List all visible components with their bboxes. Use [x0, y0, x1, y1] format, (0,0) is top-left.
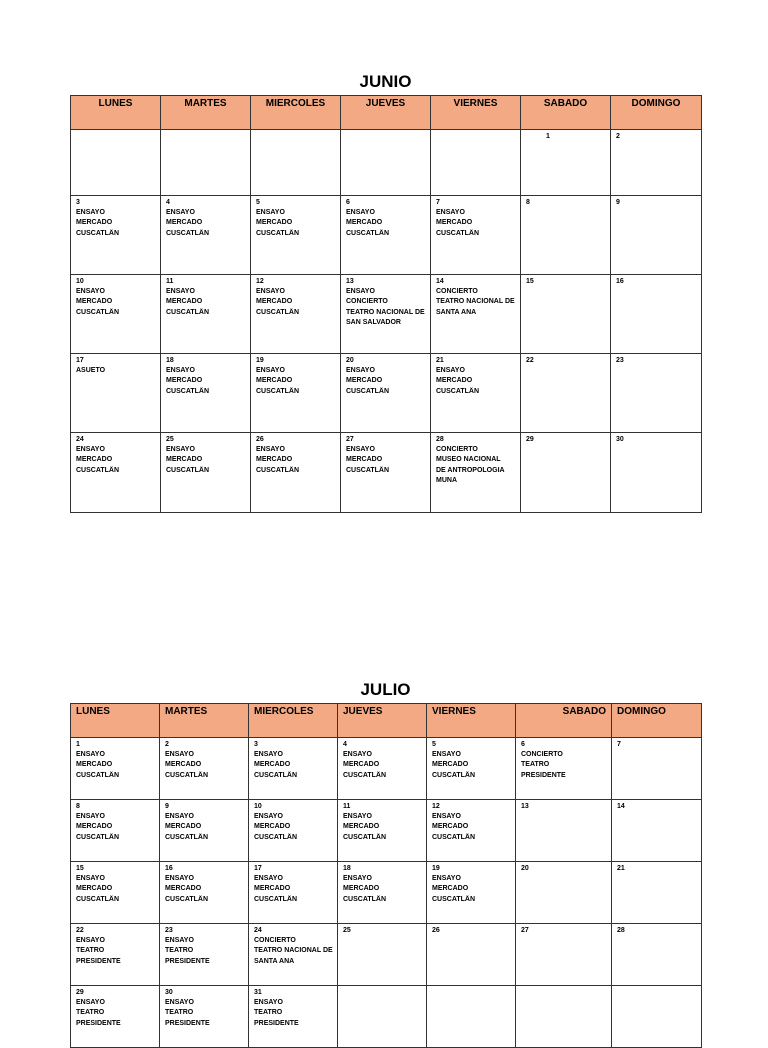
event-text: SAN SALVADOR	[346, 318, 401, 326]
day-number: 19	[256, 357, 264, 364]
event-text: CUSCATLÂN	[432, 895, 476, 903]
day-cell	[611, 275, 702, 354]
day-number: 22	[76, 927, 84, 934]
event-text: SANTA ANA	[436, 308, 477, 316]
weekday-header: DOMINGO	[611, 96, 702, 130]
day-cell	[338, 738, 427, 800]
event-text: MERCADO	[346, 377, 383, 385]
weekday-header: MIERCOLES	[251, 96, 341, 130]
event-text: ASUETO	[76, 367, 106, 374]
day-number: 13	[346, 278, 354, 285]
day-number: 10	[76, 278, 84, 285]
day-number: 17	[254, 865, 262, 872]
event-text: CUSCATLÂN	[343, 771, 387, 779]
event-text: MERCADO	[256, 219, 293, 227]
day-cell	[341, 433, 431, 513]
day-number: 17	[76, 357, 84, 364]
day-cell	[251, 433, 341, 513]
day-cell	[338, 800, 427, 862]
day-number: 18	[166, 357, 174, 364]
day-number: 28	[617, 927, 625, 934]
day-number: 16	[165, 865, 173, 872]
event-text: MERCADO	[76, 456, 113, 464]
event-text: CUSCATLÂN	[256, 387, 300, 395]
event-text: ENSAYO	[165, 937, 194, 944]
event-text: CUSCATLÂN	[76, 466, 120, 474]
day-number: 3	[76, 199, 80, 206]
event-text: TEATRO	[76, 1009, 105, 1017]
event-text: PRESIDENTE	[165, 957, 210, 965]
month-title: JULIO	[360, 680, 411, 699]
day-number: 11	[166, 278, 174, 285]
event-text: MUNA	[436, 476, 457, 484]
event-text: MERCADO	[76, 823, 113, 831]
event-text: CUSCATLÂN	[256, 308, 300, 316]
day-number: 24	[254, 927, 262, 934]
event-text: ENSAYO	[254, 999, 283, 1006]
week-row	[71, 924, 702, 986]
day-number: 6	[346, 199, 350, 206]
event-text: ENSAYO	[76, 288, 105, 295]
event-text: MERCADO	[165, 885, 202, 893]
event-text: MERCADO	[346, 219, 383, 227]
day-cell	[249, 800, 338, 862]
day-cell	[427, 924, 516, 986]
week-row	[71, 986, 702, 1048]
weekday-header: LUNES	[71, 96, 161, 130]
event-text: MERCADO	[76, 298, 113, 306]
event-text: CUSCATLÂN	[343, 833, 387, 841]
day-cell	[516, 862, 612, 924]
day-cell	[251, 130, 341, 196]
day-number: 10	[254, 803, 262, 810]
day-cell	[611, 130, 702, 196]
day-number: 25	[166, 436, 174, 443]
event-text: ENSAYO	[346, 209, 375, 216]
weekday-header: MIERCOLES	[249, 704, 338, 738]
event-text: MERCADO	[254, 885, 291, 893]
day-cell	[612, 862, 702, 924]
event-text: MERCADO	[76, 761, 113, 769]
event-text: ENSAYO	[432, 875, 461, 882]
day-cell	[612, 986, 702, 1048]
day-cell	[341, 130, 431, 196]
event-text: MERCADO	[436, 219, 473, 227]
event-text: MERCADO	[256, 456, 293, 464]
day-cell	[611, 196, 702, 275]
day-cell	[71, 275, 161, 354]
day-cell	[71, 130, 161, 196]
event-text: PRESIDENTE	[521, 771, 566, 779]
event-text: MERCADO	[432, 761, 469, 769]
day-number: 14	[617, 803, 625, 810]
month-julio	[70, 680, 701, 1027]
day-number: 16	[616, 278, 624, 285]
week-row	[71, 275, 702, 354]
event-text: ENSAYO	[166, 367, 195, 374]
event-text: CUSCATLÂN	[256, 229, 300, 237]
day-cell	[251, 275, 341, 354]
event-text: PRESIDENTE	[76, 957, 121, 965]
day-number: 27	[521, 927, 529, 934]
event-text: CUSCATLÂN	[436, 229, 480, 237]
day-number: 1	[546, 133, 550, 140]
event-text: CUSCATLÂN	[254, 771, 298, 779]
event-text: ENSAYO	[76, 999, 105, 1006]
day-number: 4	[166, 199, 170, 206]
event-text: ENSAYO	[436, 367, 465, 374]
day-number: 5	[256, 199, 260, 206]
event-text: CUSCATLÂN	[166, 308, 210, 316]
week-row	[71, 354, 702, 433]
day-number: 29	[76, 989, 84, 996]
day-number: 5	[432, 741, 436, 748]
event-text: CONCIERTO	[254, 937, 296, 944]
day-number: 27	[346, 436, 354, 443]
event-text: TEATRO NACIONAL DE	[346, 308, 425, 316]
event-text: ENSAYO	[76, 751, 105, 758]
event-text: CUSCATLÂN	[343, 895, 387, 903]
event-text: MERCADO	[256, 298, 293, 306]
day-cell	[338, 986, 427, 1048]
day-cell	[249, 924, 338, 986]
day-number: 23	[616, 357, 624, 364]
event-text: CUSCATLÂN	[165, 895, 209, 903]
day-number: 1	[76, 741, 80, 748]
event-text: PRESIDENTE	[76, 1019, 121, 1027]
header-row	[71, 704, 702, 738]
day-cell	[71, 738, 160, 800]
day-cell	[521, 130, 611, 196]
day-cell	[71, 986, 160, 1048]
event-text: MERCADO	[76, 885, 113, 893]
event-text: ENSAYO	[76, 937, 105, 944]
day-number: 15	[76, 865, 84, 872]
event-text: ENSAYO	[254, 813, 283, 820]
event-text: ENSAYO	[343, 875, 372, 882]
week-row	[71, 738, 702, 800]
week-row	[71, 130, 702, 196]
event-text: ENSAYO	[165, 751, 194, 758]
day-number: 21	[436, 357, 444, 364]
day-cell	[338, 924, 427, 986]
event-text: PRESIDENTE	[165, 1019, 210, 1027]
day-number: 8	[76, 803, 80, 810]
event-text: TEATRO NACIONAL DE	[436, 298, 515, 306]
event-text: ENSAYO	[254, 751, 283, 758]
day-cell	[516, 986, 612, 1048]
month-junio	[70, 72, 701, 516]
event-text: CUSCATLÂN	[76, 308, 120, 316]
day-cell	[71, 800, 160, 862]
day-number: 12	[432, 803, 440, 810]
event-text: ENSAYO	[346, 367, 375, 374]
day-number: 29	[526, 436, 534, 443]
weekday-header: VIERNES	[431, 96, 521, 130]
event-text: MERCADO	[166, 219, 203, 227]
event-text: SANTA ANA	[254, 957, 295, 965]
weekday-header: VIERNES	[427, 704, 516, 738]
day-number: 7	[617, 741, 621, 748]
day-number: 31	[254, 989, 262, 996]
day-cell	[161, 275, 251, 354]
event-text: MERCADO	[432, 823, 469, 831]
event-text: CUSCATLÂN	[76, 771, 120, 779]
day-cell	[341, 196, 431, 275]
event-text: CUSCATLÂN	[166, 229, 210, 237]
day-number: 14	[436, 278, 444, 285]
day-number: 23	[165, 927, 173, 934]
day-number: 24	[76, 436, 84, 443]
day-number: 26	[256, 436, 264, 443]
day-cell	[521, 196, 611, 275]
day-cell	[431, 354, 521, 433]
event-text: CUSCATLÂN	[165, 771, 209, 779]
week-row	[71, 800, 702, 862]
event-text: ENSAYO	[436, 209, 465, 216]
event-text: MERCADO	[343, 885, 380, 893]
event-text: ENSAYO	[256, 367, 285, 374]
day-cell	[427, 862, 516, 924]
event-text: MERCADO	[166, 377, 203, 385]
event-text: ENSAYO	[165, 999, 194, 1006]
event-text: MERCADO	[436, 377, 473, 385]
event-text: CUSCATLÂN	[432, 833, 476, 841]
day-cell	[516, 800, 612, 862]
event-text: CUSCATLÂN	[254, 833, 298, 841]
day-number: 6	[521, 741, 525, 748]
event-text: TEATRO	[521, 761, 550, 769]
day-number: 25	[343, 927, 351, 934]
day-cell	[160, 986, 249, 1048]
month-title: JUNIO	[359, 72, 412, 91]
day-cell	[611, 433, 702, 513]
day-number: 12	[256, 278, 264, 285]
day-cell	[161, 354, 251, 433]
day-number: 28	[436, 436, 444, 443]
day-number: 18	[343, 865, 351, 872]
event-text: MERCADO	[76, 219, 113, 227]
day-number: 11	[343, 803, 351, 810]
day-cell	[341, 354, 431, 433]
event-text: CONCIERTO	[521, 751, 563, 758]
day-cell	[160, 800, 249, 862]
day-cell	[251, 196, 341, 275]
event-text: MERCADO	[346, 456, 383, 464]
event-text: CUSCATLÂN	[432, 771, 476, 779]
event-text: MERCADO	[343, 761, 380, 769]
event-text: ENSAYO	[256, 288, 285, 295]
event-text: ENSAYO	[432, 813, 461, 820]
weekday-header: MARTES	[161, 96, 251, 130]
calendar-table	[70, 95, 702, 513]
day-number: 7	[436, 199, 440, 206]
event-text: ENSAYO	[254, 875, 283, 882]
weekday-header: SABADO	[521, 96, 611, 130]
day-cell	[521, 354, 611, 433]
day-cell	[71, 862, 160, 924]
event-text: MERCADO	[432, 885, 469, 893]
event-text: ENSAYO	[165, 875, 194, 882]
event-text: CUSCATLÂN	[76, 229, 120, 237]
day-number: 13	[521, 803, 529, 810]
day-cell	[249, 738, 338, 800]
day-number: 3	[254, 741, 258, 748]
day-cell	[161, 433, 251, 513]
weekday-header: MARTES	[160, 704, 249, 738]
event-text: CUSCATLÂN	[166, 466, 210, 474]
day-number: 2	[616, 133, 620, 140]
day-number: 9	[616, 199, 620, 206]
day-cell	[160, 924, 249, 986]
day-cell	[249, 862, 338, 924]
day-number: 2	[165, 741, 169, 748]
day-cell	[161, 130, 251, 196]
event-text: CUSCATLÂN	[254, 895, 298, 903]
calendar-table	[70, 703, 702, 1048]
week-row	[71, 196, 702, 275]
event-text: CUSCATLÂN	[346, 229, 390, 237]
event-text: MERCADO	[254, 761, 291, 769]
event-text: TEATRO	[165, 1009, 194, 1017]
day-cell	[431, 196, 521, 275]
day-cell	[431, 130, 521, 196]
event-text: TEATRO	[254, 1009, 283, 1017]
event-text: CONCIERTO	[346, 298, 388, 306]
day-number: 21	[617, 865, 625, 872]
day-number: 15	[526, 278, 534, 285]
day-cell	[427, 800, 516, 862]
event-text: ENSAYO	[165, 813, 194, 820]
weekday-header: JUEVES	[338, 704, 427, 738]
event-text: ENSAYO	[346, 288, 375, 295]
day-cell	[431, 275, 521, 354]
day-cell	[521, 275, 611, 354]
event-text: CUSCATLÂN	[256, 466, 300, 474]
event-text: CUSCATLÂN	[346, 466, 390, 474]
day-cell	[71, 433, 161, 513]
event-text: ENSAYO	[343, 813, 372, 820]
event-text: PRESIDENTE	[254, 1019, 299, 1027]
day-number: 26	[432, 927, 440, 934]
event-text: ENSAYO	[346, 446, 375, 453]
day-cell	[251, 354, 341, 433]
event-text: ENSAYO	[76, 813, 105, 820]
event-text: CUSCATLÂN	[346, 387, 390, 395]
week-row	[71, 433, 702, 513]
event-text: ENSAYO	[432, 751, 461, 758]
week-row	[71, 862, 702, 924]
weekday-header: DOMINGO	[612, 704, 702, 738]
day-cell	[161, 196, 251, 275]
event-text: TEATRO	[165, 947, 194, 955]
day-cell	[160, 738, 249, 800]
event-text: MERCADO	[256, 377, 293, 385]
event-text: MERCADO	[165, 761, 202, 769]
event-text: CUSCATLÂN	[166, 387, 210, 395]
day-cell	[341, 275, 431, 354]
weekday-header: JUEVES	[341, 96, 431, 130]
day-cell	[71, 924, 160, 986]
event-text: MERCADO	[343, 823, 380, 831]
day-number: 30	[616, 436, 624, 443]
day-cell	[431, 433, 521, 513]
day-number: 9	[165, 803, 169, 810]
event-text: ENSAYO	[166, 288, 195, 295]
day-cell	[612, 800, 702, 862]
event-text: CUSCATLÂN	[436, 387, 480, 395]
weekday-header: SABADO	[516, 704, 612, 738]
event-text: ENSAYO	[166, 209, 195, 216]
event-text: MERCADO	[165, 823, 202, 831]
day-number: 8	[526, 199, 530, 206]
day-cell	[612, 738, 702, 800]
day-cell	[516, 924, 612, 986]
event-text: TEATRO	[76, 947, 105, 955]
event-text: CONCIERTO	[436, 446, 478, 453]
day-number: 30	[165, 989, 173, 996]
event-text: ENSAYO	[166, 446, 195, 453]
day-cell	[521, 433, 611, 513]
event-text: MERCADO	[254, 823, 291, 831]
event-text: ENSAYO	[256, 209, 285, 216]
day-cell	[71, 354, 161, 433]
event-text: MERCADO	[166, 298, 203, 306]
event-text: MERCADO	[166, 456, 203, 464]
day-cell	[338, 862, 427, 924]
day-number: 20	[346, 357, 354, 364]
event-text: CUSCATLÂN	[165, 833, 209, 841]
event-text: ENSAYO	[76, 875, 105, 882]
day-number: 4	[343, 741, 347, 748]
event-text: ENSAYO	[76, 446, 105, 453]
event-text: CUSCATLÂN	[76, 833, 120, 841]
day-number: 22	[526, 357, 534, 364]
day-cell	[612, 924, 702, 986]
day-cell	[427, 986, 516, 1048]
event-text: CONCIERTO	[436, 288, 478, 295]
day-number: 20	[521, 865, 529, 872]
weekday-header: LUNES	[71, 704, 160, 738]
event-text: MUSEO NACIONAL	[436, 456, 501, 464]
day-cell	[160, 862, 249, 924]
event-text: CUSCATLÂN	[76, 895, 120, 903]
day-number: 19	[432, 865, 440, 872]
event-text: ENSAYO	[256, 446, 285, 453]
day-cell	[611, 354, 702, 433]
header-row	[71, 96, 702, 130]
day-cell	[249, 986, 338, 1048]
day-cell	[427, 738, 516, 800]
event-text: ENSAYO	[76, 209, 105, 216]
event-text: DE ANTROPOLOGIA	[436, 466, 505, 474]
event-text: ENSAYO	[343, 751, 372, 758]
day-cell	[71, 196, 161, 275]
day-cell	[516, 738, 612, 800]
event-text: TEATRO NACIONAL DE	[254, 947, 333, 955]
